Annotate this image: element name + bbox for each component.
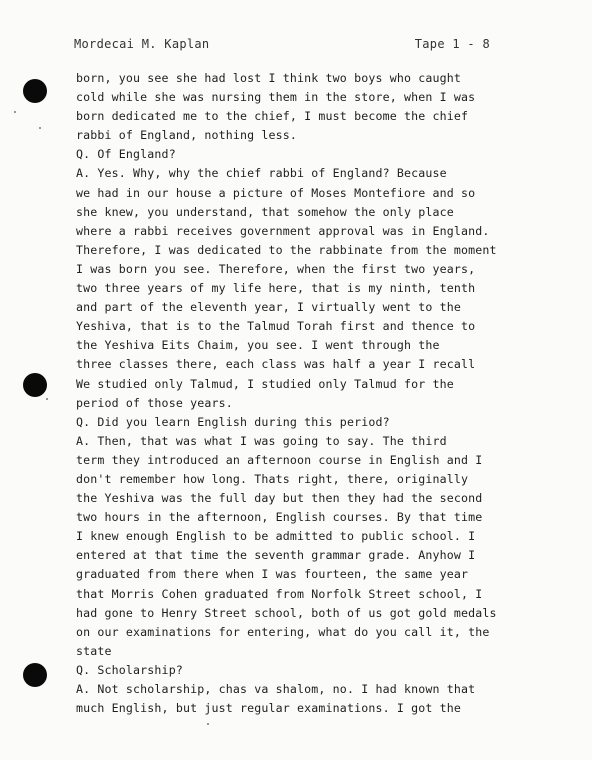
- transcript-line: three classes there, each class was half a year I recall: [76, 357, 476, 372]
- transcript-line: Yeshiva, that is to the Talmud Torah first and thence to: [76, 319, 476, 334]
- transcript-line: the Yeshiva Eits Chaim, you see. I went through the: [76, 338, 440, 353]
- transcript-line: don't remember how long. Thats right, there, originally: [76, 471, 469, 486]
- transcript-line: term they introduced an afternoon course in English and I: [76, 452, 483, 467]
- paper-speck: [14, 111, 16, 113]
- transcript-line: A. Not scholarship, chas va shalom, no. I had known that: [76, 682, 476, 696]
- transcript-line: the Yeshiva was the full day but then they had the second: [76, 491, 483, 506]
- transcript-line: Q. Of England?: [76, 147, 176, 162]
- transcript-line: on our examinations for entering, what do you call it, the: [76, 624, 490, 639]
- transcript-line: where a rabbi receives government approval was in England.: [76, 223, 490, 238]
- transcript-line: Therefore, I was dedicated to the rabbinate from the moment: [76, 242, 497, 257]
- transcript-line: two hours in the afternoon, English courses. By that time: [76, 510, 483, 525]
- punch-hole: [23, 373, 47, 397]
- punch-hole: [23, 663, 47, 687]
- paper-speck: [207, 723, 209, 725]
- paper-speck: [46, 398, 48, 400]
- transcript-line: cold while she was nursing them in the store, when I was: [76, 90, 476, 105]
- transcript-line: graduated from there when I was fourteen, the same year: [76, 567, 469, 582]
- transcript-line: entered at that time the seventh grammar grade. Anyhow I: [76, 548, 476, 563]
- transcript-line: Q. Scholarship?: [76, 662, 183, 677]
- transcript-line: born dedicated me to the chief, I must become the chief: [76, 109, 469, 124]
- interviewee-name: Mordecai M. Kaplan: [74, 37, 210, 51]
- transcript-body: [76, 69, 516, 718]
- transcript-line: I knew enough English to be admitted to public school. I: [76, 529, 476, 544]
- transcript-line: A. Yes. Why, why the chief rabbi of England? Because: [76, 166, 447, 181]
- transcript-line: she knew, you understand, that somehow the only place: [76, 204, 454, 219]
- punch-hole: [23, 79, 47, 103]
- transcript-line: A. Then, that was what I was going to say. The third: [76, 433, 447, 448]
- transcript-line: We studied only Talmud, I studied only Talmud for the: [76, 376, 454, 391]
- transcript-line: had gone to Henry Street school, both of us got gold medals: [76, 605, 497, 620]
- transcript-line: two three years of my life here, that is my ninth, tenth: [76, 281, 476, 296]
- transcript-line: state: [76, 643, 112, 658]
- paper-speck: [39, 127, 41, 129]
- transcript-line: period of those years.: [76, 395, 233, 410]
- transcript-line: much English, but just regular examinations. I got the: [76, 701, 462, 716]
- transcript-line: and part of the eleventh year, I virtually went to the: [76, 300, 462, 315]
- transcript-line: that Morris Cohen graduated from Norfolk Street school, I: [76, 586, 483, 601]
- transcript-line: I was born you see. Therefore, when the first two years,: [76, 261, 476, 276]
- transcript-line: born, you see she had lost I think two boys who caught: [76, 71, 462, 85]
- transcript-line: we had in our house a picture of Moses Montefiore and so: [76, 185, 476, 200]
- transcript-line: rabbi of England, nothing less.: [76, 128, 298, 143]
- transcript-line: Q. Did you learn English during this period?: [76, 414, 390, 429]
- tape-label: Tape 1 - 8: [414, 37, 490, 51]
